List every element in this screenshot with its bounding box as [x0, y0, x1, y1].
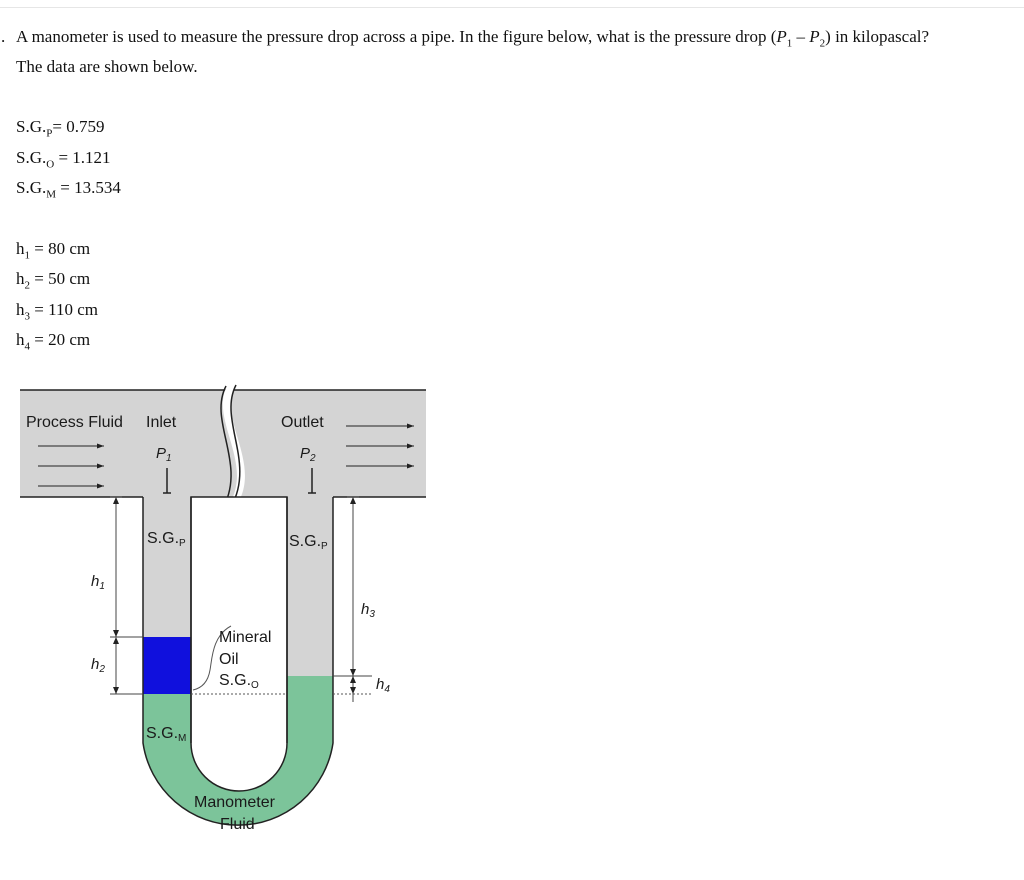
question-text — [16, 27, 929, 49]
sg-m-value: $S.G._M = 13.534$ — [16, 178, 121, 201]
h4-arrowhead-bottom — [350, 687, 356, 694]
p2-symbol: P — [809, 27, 820, 46]
sg-o-value: $S.G._O = 1.121$ — [16, 148, 111, 171]
inlet-label: Inlet — [146, 414, 177, 431]
h3-value: $h_3 = 110$ cm — [16, 300, 98, 323]
h4-arrowhead-top — [350, 676, 356, 683]
manometer-fluid-label-line2: Fluid — [220, 816, 255, 833]
h4-value: $h_4 = 20$ cm — [16, 330, 91, 353]
question-text-after: ) in kilopascal? — [825, 27, 930, 46]
h1-arrowhead-bottom — [113, 630, 119, 637]
minus-sign: – — [792, 27, 810, 46]
h3-label: $h_3$ — [361, 601, 375, 620]
sg-m-label: S.G.M — [146, 725, 187, 744]
h2-arrowhead-top — [113, 637, 119, 644]
mineral-oil-sg-label: S.G.O — [219, 672, 259, 691]
p2-label: $P_2$ — [300, 445, 316, 464]
p2-subscript: 2 — [819, 37, 826, 50]
question-subtitle: The data are shown below. — [16, 57, 198, 76]
h3-arrowhead-bottom — [350, 669, 356, 676]
question-number: . — [1, 27, 6, 46]
question-text-before: A manometer is used to measure the pressure drop across a pipe. In the figure below, what is the pressure drop ( — [16, 27, 777, 46]
u-tube-inner-cover — [192, 498, 286, 508]
sg-p-left-label: S.G.P — [147, 530, 186, 549]
sg-p-right-label: S.G.P — [289, 533, 328, 552]
h2-arrowhead-bottom — [113, 687, 119, 694]
manometer-fluid-label-line1: Manometer — [194, 794, 275, 811]
h1-label: $h_1$ — [91, 573, 105, 592]
h2-label: $h_2$ — [91, 656, 105, 675]
h2-value: $h_2 = 50$ cm — [16, 269, 91, 292]
h1-value: $h_1 = 80$ cm — [16, 239, 91, 262]
sg-p-value: $S.G._P= 0.759$ — [16, 117, 105, 140]
outlet-label: Outlet — [281, 414, 324, 431]
mineral-oil-label-line1: Mineral — [219, 629, 272, 646]
mineral-oil — [143, 637, 191, 694]
p1-symbol: P — [776, 27, 787, 46]
h1-arrowhead-top — [113, 497, 119, 504]
h3-arrowhead-top — [350, 497, 356, 504]
mineral-oil-label-line2: Oil — [219, 651, 239, 668]
manometer-figure — [0, 380, 440, 850]
top-divider — [0, 7, 1024, 8]
h4-label: $h_4$ — [376, 676, 390, 695]
process-fluid-label: Process Fluid — [26, 414, 123, 431]
p1-subscript: 1 — [786, 37, 793, 50]
p1-label: $P_1$ — [156, 445, 172, 464]
